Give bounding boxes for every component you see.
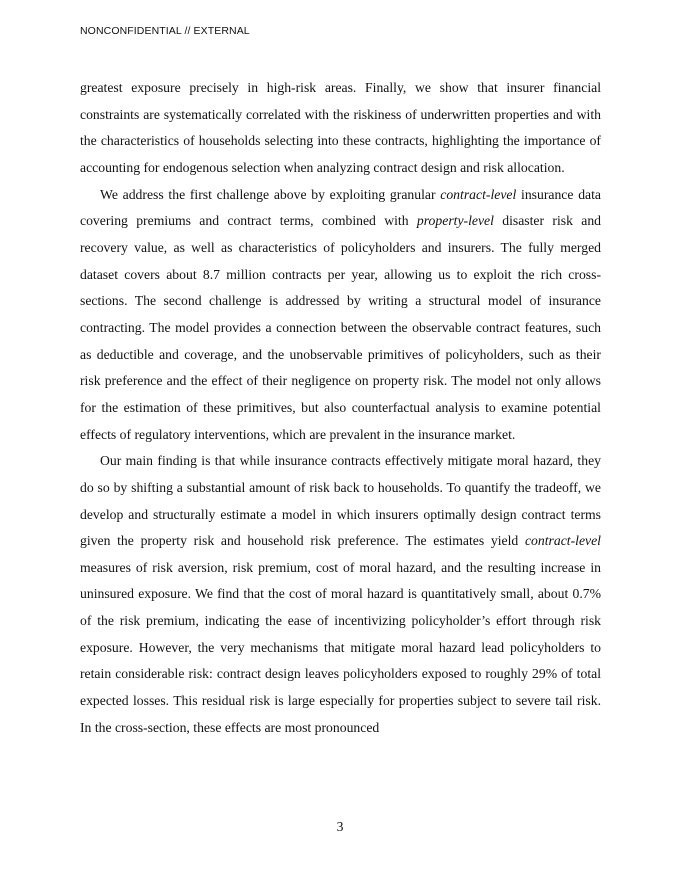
text-segment: We address the first challenge above by exploiting granular: [100, 186, 441, 202]
paragraph-2: [80, 182, 601, 449]
text-segment: disaster risk and recovery value, as well as characteristics of policyholders and insurers. The fully merged dataset covers about 8.7 million contracts per year, allowing us to exploit the rich cross-sections. The second challenge is addressed by writing a structural model of insurance contracting. The model provides a connection between the observable contract features, such as deductible and coverage, and the unobservable primitives of policyholders, such as their risk preference and the effect of their negligence on property risk. The model not only allows for the estimation of these primitives, but also counterfactual analysis to examine potential effects of regulatory interventions, which are prevalent in the insurance market.: [80, 213, 602, 442]
document-classification-header: NONCONFIDENTIAL // EXTERNAL: [80, 25, 250, 37]
text-segment: greatest exposure precisely in high-risk areas. Finally, we show that insurer financial constraints are systematically correlated with the riskiness of underwritten properties and with the characteristics of households selecting into these contracts, highlighting the importance of accounting for endogenous selection when analyzing contract design and risk allocation.: [80, 80, 601, 175]
paragraph-1: [80, 75, 601, 182]
body-text: [80, 75, 601, 741]
page-number: 3: [336, 819, 344, 834]
italic-term: property-level: [416, 213, 494, 229]
italic-term: contract-level: [440, 186, 517, 202]
text-segment: Our main finding is that while insurance contracts effectively mitigate moral hazard, they do so by shifting a substantial amount of risk back to households. To quantify the tradeoff, we develop and structurally estimate a model in which insurers optimally design contract terms given the property risk and household risk preference. The estimates yield: [80, 453, 601, 549]
italic-term: contract-level: [524, 533, 601, 549]
paragraph-3: [80, 448, 601, 741]
text-segment: measures of risk aversion, risk premium, cost of moral hazard, and the resulting increase in uninsured exposure. We find that the cost of moral hazard is quantitatively small, about 0.7% of the risk premium, indicating the ease of incentivizing policyholder’s effort through risk exposure. However, the very mechanisms that mitigate moral hazard lead policyholders to retain considerable risk: contract design leaves policyholders exposed to roughly 29% of total expected losses. This residual risk is large especially for properties subject to severe tail risk. In the cross-section, these effects are most pronounced: [80, 559, 601, 735]
text-segment: insurance data covering premiums and contract terms, combined with: [80, 186, 601, 229]
